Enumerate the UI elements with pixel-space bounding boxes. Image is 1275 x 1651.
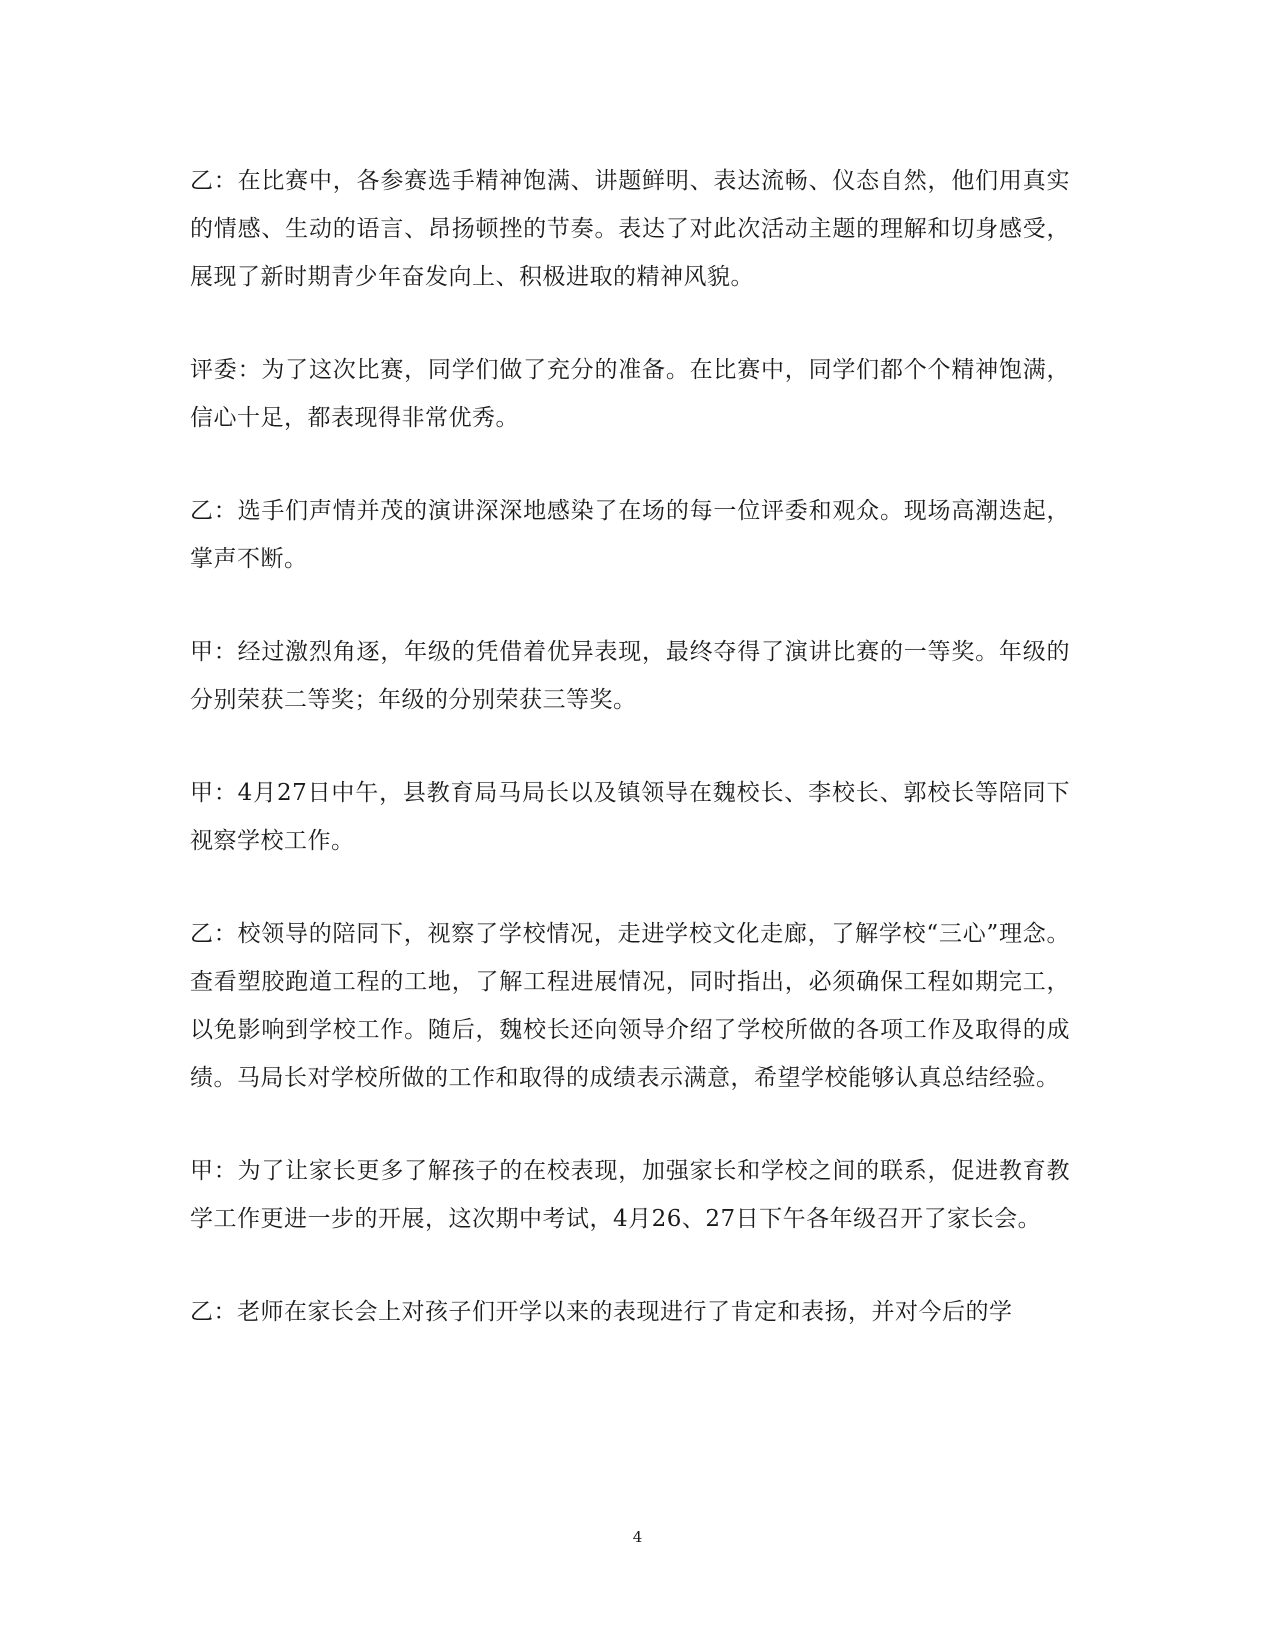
paragraph: 乙：老师在家长会上对孩子们开学以来的表现进行了肯定和表扬，并对今后的学 [190, 1299, 1013, 1325]
paragraph: 评委：为了这次比赛，同学们做了充分的准备。在比赛中，同学们都个个精神饱满，信心十足，都表现得非常优秀。 [190, 357, 1070, 431]
paragraph: 甲：为了让家长更多了解孩子的在校表现，加强家长和学校之间的联系，促进教育教学工作更进一步的开展，这次期中考试，4月26、27日下午各年级召开了家长会。 [190, 1158, 1070, 1232]
paragraph: 乙：在比赛中，各参赛选手精神饱满、讲题鲜明、表达流畅、仪态自然，他们用真实的情感、生动的语言、昂扬顿挫的节奏。表达了对此次活动主题的理解和切身感受，展现了新时期青少年奋发向上、积极进取的精神风貌。 [190, 168, 1070, 290]
paragraph: 甲：4月27日中午，县教育局马局长以及镇领导在魏校长、李校长、郭校长等陪同下视察学校工作。 [190, 780, 1070, 854]
page-number: 4 [632, 1528, 643, 1546]
paragraph: 甲：经过激烈角逐，年级的凭借着优异表现，最终夺得了演讲比赛的一等奖。年级的分别荣获二等奖；年级的分别荣获三等奖。 [190, 639, 1070, 713]
document-body [190, 157, 1070, 1381]
paragraph: 乙：选手们声情并茂的演讲深深地感染了在场的每一位评委和观众。现场高潮迭起，掌声不断。 [190, 498, 1070, 572]
paragraph: 乙：校领导的陪同下，视察了学校情况，走进学校文化走廊，了解学校“三心”理念。查看塑胶跑道工程的工地，了解工程进展情况，同时指出，必须确保工程如期完工，以免影响到学校工作。随后，魏校长还向领导介绍了学校所做的各项工作及取得的成绩。马局长对学校所做的工作和取得的成绩表示满意，希望学校能够认真总结经验。 [190, 921, 1070, 1091]
